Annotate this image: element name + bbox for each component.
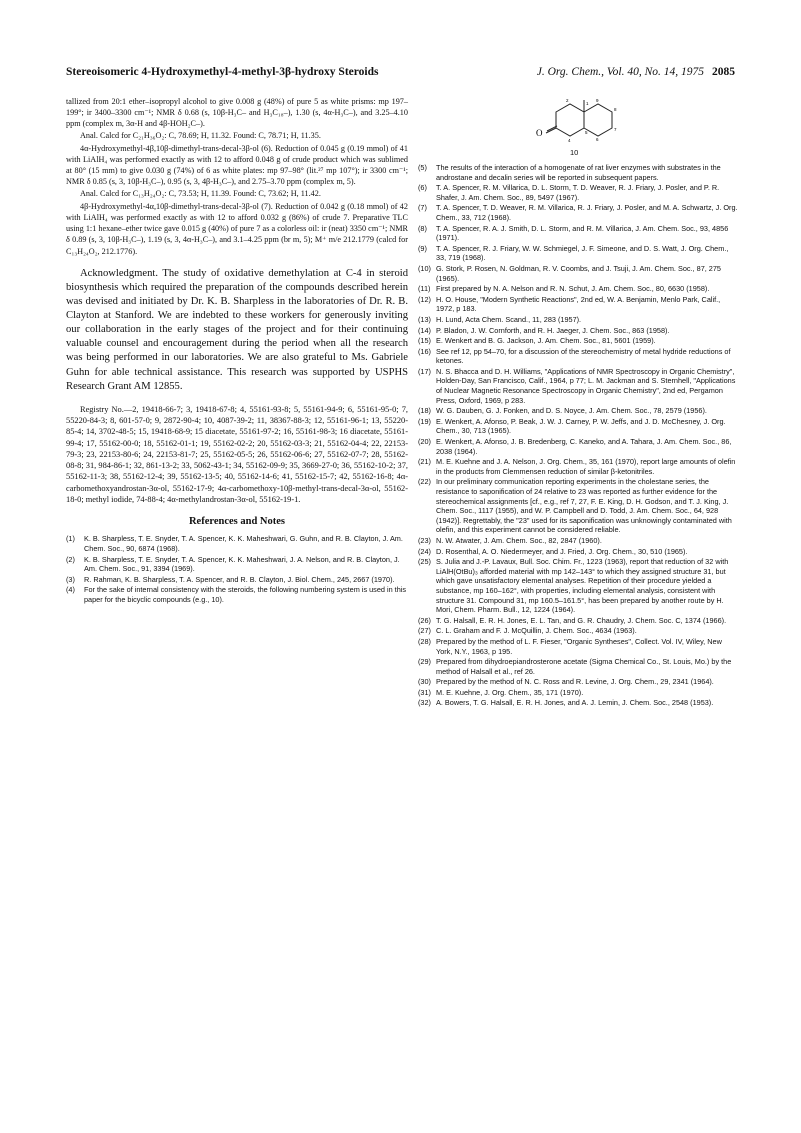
svg-text:O: O xyxy=(536,128,543,138)
reference-item: (19) E. Wenkert, A. Afonso, P. Beak, J. W. J. Carney, P. W. Jeffs, and J. D. McChesney, J. Org. Chem., 30, 713 (1965). xyxy=(418,416,726,436)
reference-item: (17) N. S. Bhacca and D. H. Williams, "Applications of NMR Spectroscopy in Organic Chemistry", Holden-Day, San Francisco, Calif., 1964, p 77; L. M. Jackman and S. Sternhell, "Applications of Nuclear Magnetic Resonance Spectroscopy in Organic Chemistry", 2nd ed, Pergamon Press, Oxford, 1969, p 283. xyxy=(418,366,736,405)
svg-text:8: 8 xyxy=(614,107,617,112)
reference-item: (4) For the sake of internal consistency with the steroids, the following numbering system is used in this paper for the bicyclic compounds (e.g., 10). xyxy=(66,585,407,604)
acknowledgment-paragraph: Acknowledgment. The study of oxidative demethylation at C-4 in steroid biosynthesis which required the preparation of the compounds described herein was devised and initiated by Dr. K. B. Sharpless in the laboratories of Dr. R. B. Clayton at Stanford. We are indebted to these workers for generously inviting our collaboration in the early stages of the project and for their continuing valuable counsel and encouragement during the period when all the research was being performed in our laboratories. We are also grateful to Ms. Gabriele Guhn for able technical assistance. This research was supported by USPHS Research Grant AM 12855. xyxy=(66,267,408,392)
reference-item: (10) G. Stork, P. Rosen, N. Goldman, R. V. Coombs, and J. Tsuji, J. Am. Chem. Soc., 87, 275 (1965). xyxy=(418,263,721,283)
reference-item: (13) H. Lund, Acta Chem. Scand., 11, 283 (1957). xyxy=(418,314,582,324)
reference-item: (26) T. G. Halsall, E. R. H. Jones, E. L. Tan, and G. R. Chaudry, J. Chem. Soc. C, 1374 (1966). xyxy=(418,615,727,625)
journal-name: J. Org. Chem., Vol. 40, No. 14, 1975 xyxy=(536,66,704,78)
analysis-paragraph-2: Anal. Calcd for C₁₃H₂₄O₂: C, 73.53; H, 11.39. Found: C, 73.62; H, 11.42. xyxy=(80,188,321,198)
reference-item: (25) S. Julia and J.-P. Lavaux, Bull. Soc. Chim. Fr., 1223 (1963), report that reduction of 32 with LiAlH(OtBu)₃ afforded material with mp 142–143° to which they assigned structure 31, but which gave unsatisfactory elemental analyses. Repetition of their procedure yielded a substance, mp 160–162°, with properties, including elemental analysis, consistent with structure 31. Compound 31, mp 160.5–161.5°, has been prepared by another route by H. Mori, Chem. Pharm. Bull., 12, 1224 (1964). xyxy=(418,557,729,615)
svg-text:2: 2 xyxy=(566,98,569,103)
reference-item: (20) E. Wenkert, A. Afonso, J. B. Bredenberg, C. Kaneko, and A. Tahara, J. Am. Chem. Soc., 86, 2038 (1964). xyxy=(418,437,732,456)
references-heading: References and Notes xyxy=(188,516,286,528)
svg-text:1: 1 xyxy=(586,101,589,106)
reference-item: (8) T. A. Spencer, R. A. J. Smith, D. L. Storm, and R. M. Villarica, J. Am. Chem. Soc., 93, 4856 (1971). xyxy=(418,223,729,243)
page-number: 2085 xyxy=(712,66,735,78)
reference-item: (29) Prepared from dihydroepiandrosterone acetate (Sigma Chemical Co., St. Louis, Mo.) by the method of Halsall et al., ref 26. xyxy=(418,657,732,676)
reference-item: (15) E. Wenkert and B. G. Jackson, J. Am. Chem. Soc., 81, 5601 (1959). xyxy=(418,336,656,346)
journal-citation xyxy=(537,66,735,78)
svg-text:4: 4 xyxy=(568,138,571,143)
reference-item: (7) T. A. Spencer, T. D. Weaver, R. M. Villarica, R. J. Friary, J. Posler, and M. A. Schwartz, J. Org. Chem., 33, 712 (1968). xyxy=(418,203,738,222)
references-list-left xyxy=(66,534,408,604)
left-column xyxy=(66,96,408,606)
running-title: Stereoisomeric 4-Hydroxymethyl-4-methyl-3β-hydroxy Steroids xyxy=(66,66,379,78)
reference-item: (12) H. O. House, "Modern Synthetic Reactions", 2nd ed, W. A. Benjamin, Menlo Park, Calif., 1972, p 183. xyxy=(418,294,721,314)
reference-item: (28) Prepared by the method of L. F. Fieser, "Organic Syntheses", Collect. Vol. IV, Wiley, New York, N.Y., 1963, p 195. xyxy=(418,636,722,656)
reference-item: (5) The results of the interaction of a homogenate of rat liver enzymes with substrates in the androstane and decalin series will be reported in subsequent papers. xyxy=(418,163,721,182)
svg-text:7: 7 xyxy=(614,127,617,132)
svg-text:6: 6 xyxy=(596,137,599,142)
reference-item: (18) W. G. Dauben, G. J. Fonken, and D. S. Noyce, J. Am. Chem. Soc., 78, 2579 (1956). xyxy=(418,406,707,416)
reference-item: (1) K. B. Sharpless, T. E. Snyder, T. A. Spencer, K. K. Maheshwari, G. Guhn, and R. B. Clayton, J. Am. Chem. Soc., 90, 6874 (1968). xyxy=(66,534,403,553)
reference-item: (32) A. Bowers, T. G. Halsall, E. R. H. Jones, and A. J. Lemin, J. Chem. Soc., 2548 (1953). xyxy=(418,698,714,708)
references-list-right xyxy=(418,163,740,708)
reference-item: (14) P. Bladon, J. W. Cornforth, and R. H. Jaeger, J. Chem. Soc., 863 (1958). xyxy=(418,325,670,335)
registry-numbers: Registry No.—2, 19418-66-7; 3, 19418-67-8; 4, 55161-93-8; 5, 55161-94-9; 6, 55161-95-0; 7, 55220-84-3; 8, 601-57-0; 9, 2872-90-4; 10, 4087-39-2; 11, 38367-88-3; 12, 55161-96-1; 13, 55220-85-4; 14, 3702-48-5; 15, 19418-68-9; 15 diacetate, 55161-97-2; 16, 55161-98-3; 16 diacetate, 55161-99-4; 17, 55162-00-0; 18, 55162-01-1; 19, 55162-02-2; 20, 55162-03-3; 21, 55162-04-4; 22, 22153-79-3; 23, 22153-80-6; 24, 22153-81-7; 25, 55162-05-5; 26, 55162-06-6; 27, 55162-07-7; 28, 55162-08-8; 31, 984-86-1; 32, 861-13-2; 33, 5062-43-1; 34, 55162-09-9; 35, 3669-27-0; 36, 55162-10-2; 37, 55162-11-3; 38, 55162-12-4; 39, 55162-13-5; 40, 55162-14-6; 41, 55162-15-7; 42, 55162-16-8; 4α-carbomethoxyandrostan-3α-ol, 55162-17-9; 4α-carbomethoxy-10β-methyl-trans-decal-3α-ol, 55162-18-0; methyl iodide, 74-88-4; 4α-methylandrostan-3α-ol, 55162-19-1. xyxy=(66,404,408,505)
right-column xyxy=(418,96,740,709)
compound-number-label: 10 xyxy=(570,148,579,157)
reference-item: (22) In our preliminary communication reporting experiments in the cholestane series, the resistance to saponification of 24 relative to 23 was reported as further evidence for the stereochemical assignments [cf., e.g., ref 7, 27, F. E. King, D. H. Godson, and T. J. King, J. Chem. Soc., 1117 (1955), and W. P. Campbell and D. Todd, J. Am. Chem. Soc., 64, 928 (1942)]. Regrettably, the "23" used for its saponification was unknowingly contaminated with olefin, and this experiment cannot be considered reliable. xyxy=(418,477,732,535)
reference-item: (6) T. A. Spencer, R. M. Villarica, D. L. Storm, T. D. Weaver, R. J. Friary, J. Posler, and P. R. Shafer, J. Am. Chem. Soc., 89, 5497 (1967). xyxy=(418,183,720,202)
svg-text:5: 5 xyxy=(585,130,588,135)
reference-item: (21) M. E. Kuehne and J. A. Nelson, J. Org. Chem., 35, 161 (1970), report large amounts of olefin in the products from Clemmensen reduction of similar β-ketonitriles. xyxy=(418,457,736,476)
decalin-structure-diagram xyxy=(526,96,636,148)
reference-item: (24) D. Rosenthal, A. O. Niedermeyer, and J. Fried, J. Org. Chem., 30, 510 (1965). xyxy=(418,546,688,556)
experimental-paragraph-1: tallized from 20:1 ether–isopropyl alcohol to give 0.008 g (48%) of pure 5 as white prisms: mp 197–199°; ir 3400–3300 cm⁻¹; NMR δ 0.68 (s, 10β-H₃C– and H₃C₁₈–), 1.30 (s, 4α-H₃C–), and 3.25–4.10 ppm (complex m, 3α-H and 4β-HOH₂C–). xyxy=(66,97,408,129)
reference-item: (16) See ref 12, pp 54–70, for a discussion of the stereochemistry of metal hydride reductions of ketones. xyxy=(418,346,731,366)
reference-item: (23) N. W. Atwater, J. Am. Chem. Soc., 82, 2847 (1960). xyxy=(418,535,602,545)
reference-item: (30) Prepared by the method of N. C. Ross and R. Levine, J. Org. Chem., 29, 2341 (1964). xyxy=(418,677,714,687)
compound-7-paragraph: 4β-Hydroxymethyl-4α,10β-dimethyl-trans-decal-3β-ol (7). Reduction of 0.042 g (0.18 mmol) of 42 with LiAlH₄ was performed exactly as with 12 to afford 0.032 g (86%) of crude 7. Preparative TLC using 1:1 hexane–ether twice gave 0.015 g (40%) of pure 7 as a colorless oil: ir (neat) 3350 cm⁻¹; NMR δ 0.89 (s, 3, 10β-H₃C–), 1.19 (s, 3, 4α-H₃C–), and 3.1–4.25 ppm (br m, 5); M⁺ m/e 212.1779 (calcd for C₁₃H₂₄O₂, 212.1776). xyxy=(66,201,408,256)
reference-item: (11) First prepared by N. A. Nelson and R. N. Schut, J. Am. Chem. Soc., 80, 6630 (1958). xyxy=(418,284,710,294)
reference-item: (9) T. A. Spencer, R. J. Friary, W. W. Schmiegel, J. F. Simeone, and D. S. Watt, J. Org. Chem., 33, 719 (1968). xyxy=(418,243,729,263)
reference-item: (2) K. B. Sharpless, T. E. Snyder, T. A. Spencer, K. K. Maheshwari, J. A. Nelson, and R. B. Clayton, J. Am. Chem. Soc., 91, 3394 (1969). xyxy=(66,554,400,574)
reference-item: (31) M. E. Kuehne, J. Org. Chem., 35, 171 (1970). xyxy=(418,687,584,697)
reference-item: (27) C. L. Graham and F. J. McQuillin, J. Chem. Soc., 4634 (1963). xyxy=(418,626,637,636)
compound-6-paragraph: 4α-Hydroxymethyl-4β,10β-dimethyl-trans-decal-3β-ol (6). Reduction of 0.045 g (0.19 mmol) of 41 with LiAlH₄ was performed exactly as with 12 to afford 0.048 g of crude product which was sublimed at 80° (15 mm) to give 0.030 g (74%) of 6 as white plates: mp 97–98° (lit.²⁷ mp 107°); ir 3300 cm⁻¹; NMR δ 0.85 (s, 3, 10β-H₃C–), 0.95 (s, 3, 4β-H₃C–), and 2.75–3.70 ppm (complex m, 5). xyxy=(66,143,408,187)
svg-text:9: 9 xyxy=(596,98,599,103)
reference-item: (3) R. Rahman, K. B. Sharpless, T. A. Spencer, and R. B. Clayton, J. Biol. Chem., 245, 2667 (1970). xyxy=(66,574,395,584)
analysis-paragraph-1: Anal. Calcd for C₂₁H₃₆O₂: C, 78.69; H, 11.32. Found: C, 78.71; H, 11.35. xyxy=(80,130,321,140)
